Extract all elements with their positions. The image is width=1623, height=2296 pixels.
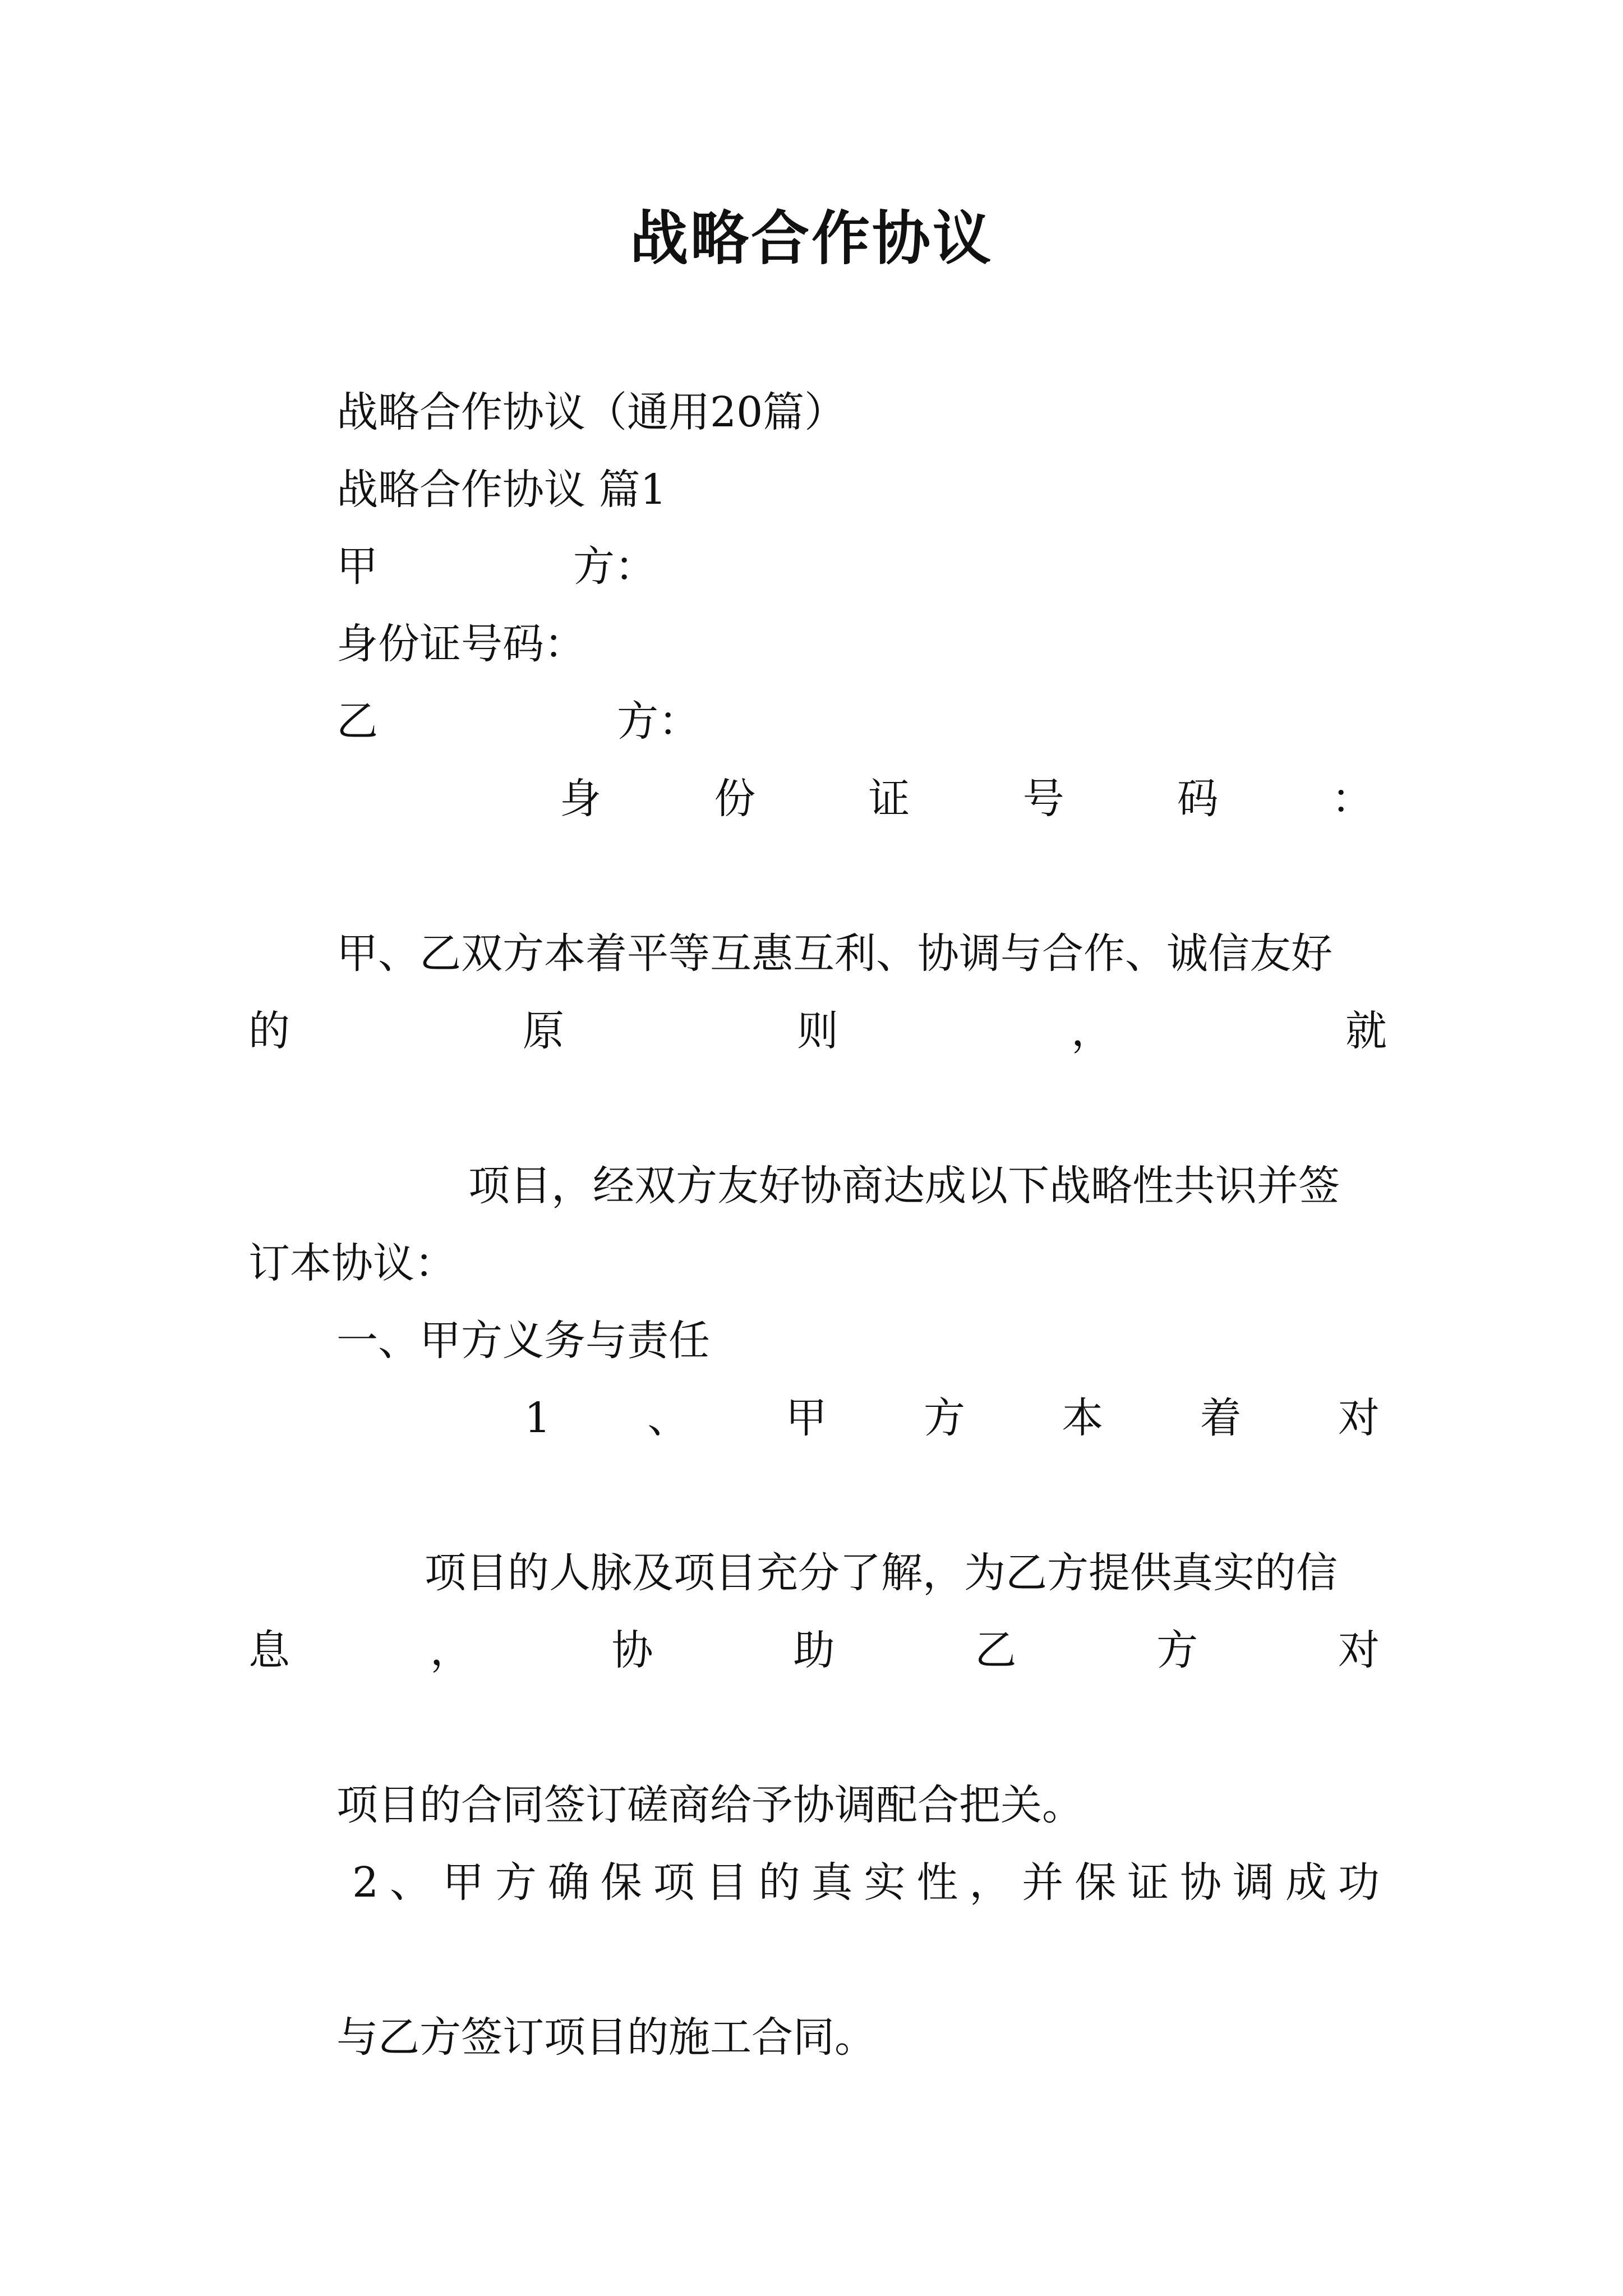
justified-char: 对 <box>1338 1394 1380 1442</box>
justified-char: 1 <box>524 1394 551 1442</box>
justified-char: 方 <box>495 1858 537 1907</box>
justified-char: 协 <box>1180 1858 1222 1907</box>
justified-char: 协 <box>611 1626 653 1674</box>
item-2-justified-line <box>352 1855 1380 1911</box>
justified-char: 则 <box>797 1007 838 1055</box>
justified-char: 性 <box>916 1858 958 1907</box>
justified-char: 实 <box>864 1858 906 1907</box>
justified-char: 功 <box>1338 1858 1380 1907</box>
justified-char: 对 <box>1338 1626 1380 1674</box>
party-b-id-char: 证 <box>868 775 910 823</box>
paragraph-line: 项目，经双方友好协商达成以下战略性共识并签 <box>468 1162 1340 1210</box>
justified-char: 真 <box>811 1858 853 1907</box>
paragraph-line: 与乙方签订项目的施工合同。 <box>336 2013 876 2062</box>
justified-char: 息 <box>248 1626 290 1674</box>
party-b-id-char: 码 <box>1177 775 1219 823</box>
justified-char: 调 <box>1233 1858 1275 1907</box>
justified-char: 的 <box>758 1858 800 1907</box>
section-heading: 战略合作协议 篇1 <box>336 466 667 514</box>
party-b-id-line <box>560 771 1373 827</box>
justified-char: 甲 <box>785 1394 827 1442</box>
justified-char: 原 <box>523 1007 564 1055</box>
justified-char: 乙 <box>975 1626 1017 1674</box>
party-b-char: 乙 <box>336 697 378 746</box>
justified-char: 确 <box>547 1858 589 1907</box>
justified-char: 的 <box>248 1007 290 1055</box>
justified-char: 甲 <box>442 1858 484 1907</box>
justified-char: 2 <box>352 1858 379 1907</box>
party-b-id-char: ： <box>1331 775 1373 823</box>
paragraph-line: 项目的合同签订磋商给予协调配合把关。 <box>336 1781 1083 1829</box>
subtitle: 战略合作协议（通用20篇） <box>336 388 846 436</box>
party-b-id-char: 号 <box>1022 775 1064 823</box>
party-b-char: 方： <box>617 697 700 746</box>
party-b-id-char: 份 <box>714 775 756 823</box>
party-b-id-char: 身 <box>560 775 601 823</box>
justified-char: ， <box>1071 1007 1113 1055</box>
party-a-char: 方： <box>573 542 656 591</box>
justified-char: 本 <box>1062 1394 1104 1442</box>
justified-char: 方 <box>1156 1626 1198 1674</box>
party-a-id-label: 身份证号码： <box>336 620 585 668</box>
justified-char: 证 <box>1127 1858 1169 1907</box>
justified-char: 、 <box>390 1858 432 1907</box>
justified-char: ， <box>430 1626 472 1674</box>
justified-char: 成 <box>1285 1858 1327 1907</box>
obligations-heading: 一、甲方义务与责任 <box>336 1317 710 1365</box>
party-a-char: 甲 <box>336 542 378 591</box>
justified-char: 并 <box>1022 1858 1064 1907</box>
item-1-justified-line <box>524 1390 1380 1446</box>
paragraph-line: 甲、乙双方本着平等互惠互利、协调与合作、诚信友好 <box>336 930 1332 978</box>
item-1-justified-line <box>248 1622 1380 1678</box>
justified-char: ， <box>969 1858 1011 1907</box>
justified-char: 就 <box>1345 1007 1387 1055</box>
party-b-line <box>336 693 700 749</box>
justified-char: 目 <box>706 1858 748 1907</box>
justified-char: 助 <box>793 1626 835 1674</box>
paragraph-line: 项目的人脉及项目充分了解，为乙方提供真实的信 <box>425 1549 1338 1597</box>
document-title: 战略合作协议 <box>629 204 993 273</box>
paragraph-justified-line <box>248 1003 1387 1059</box>
justified-char: 方 <box>924 1394 966 1442</box>
justified-char: 着 <box>1200 1394 1242 1442</box>
justified-char: 、 <box>647 1394 689 1442</box>
justified-char: 保 <box>1075 1858 1117 1907</box>
party-a-line <box>336 539 656 595</box>
justified-char: 保 <box>600 1858 642 1907</box>
justified-char: 项 <box>653 1858 695 1907</box>
paragraph-line: 订本协议： <box>248 1239 456 1287</box>
